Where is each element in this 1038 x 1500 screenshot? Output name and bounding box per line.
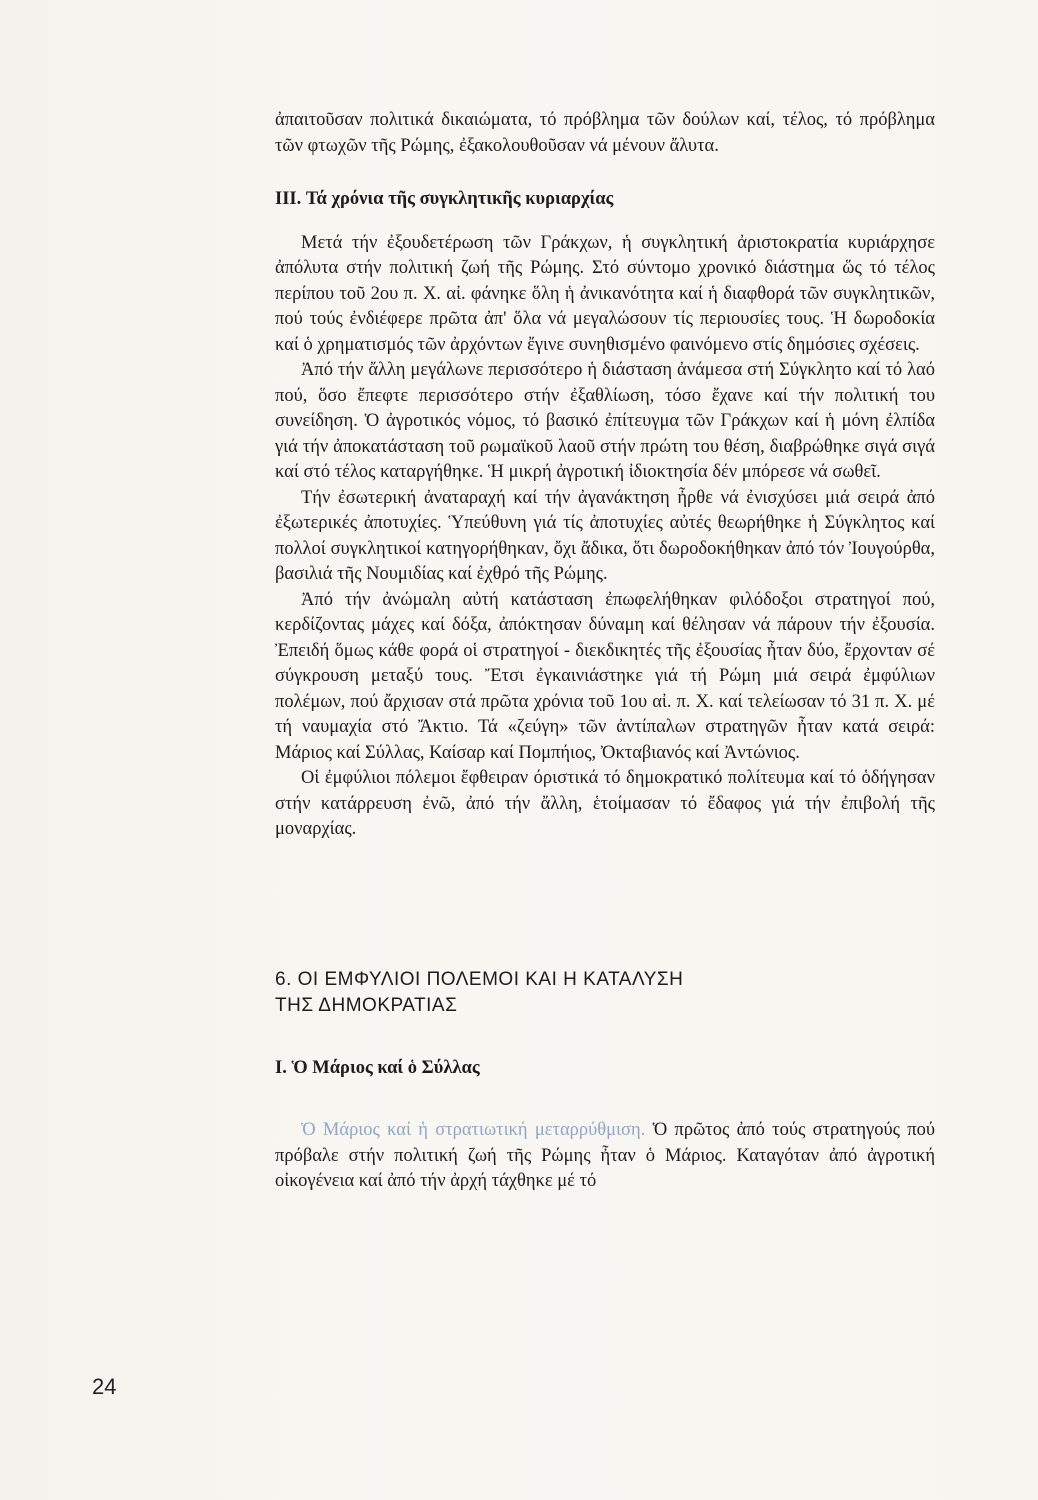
section-iii-heading: III. Τά χρόνια τῆς συγκλητικῆς κυριαρχίας — [275, 189, 614, 209]
page-body — [275, 108, 935, 1195]
chapter-6-heading-line-1: 6. ΟΙ ΕΜΦΥΛΙΟΙ ΠΟΛΕΜΟΙ ΚΑΙ Η ΚΑΤΑΛΥΣΗ — [275, 968, 684, 990]
page-number: 24 — [92, 1374, 117, 1399]
section-iii-paragraph-4: Ἀπό τήν ἀνώμαλη αὐτή κατάσταση ἐπωφελήθηκαν φιλόδοξοι στρατηγοί πού, κερδίζοντας μάχες καί δόξα, ἀπόκτησαν δύναμη καί θέλησαν νά πάρουν τήν ἐξουσία. Ἐπειδή ὅμως κάθε φορά οἱ στρατηγοί - διεκδικητές τῆς ἐξουσίας ἦταν δύο, ἔρχονταν σέ σύγκρουση μεταξύ τους. Ἔτσι ἐγκαινιάστηκε γιά τή Ρώμη μιά σειρά ἐμφύλιων πολέμων, πού ἄρχισαν στά πρῶτα χρόνια τοῦ 1ου αἰ. π. Χ. καί τελείωσαν τό 31 π. Χ. μέ τή ναυμαχία στό Ἄκτιο. Τά «ζεύγη» τῶν ἀντίπαλων στρατηγῶν ἦταν κατά σειρά: Μάριος καί Σύλλας, Καίσαρ καί Πομπήιος, Ὀκταβιανός καί Ἀντώνιος. — [275, 589, 935, 763]
section-i-paragraph-text: Ὁ πρῶτος ἀπό τούς στρατηγούς πού πρόβαλε στήν πολιτική ζωή τῆς Ρώμης ἦταν ὁ Μάριος. Καταγόταν ἀπό ἀγροτική οἰκογένεια καί ἀπό τήν ἀρχή τάχθηκε μέ τό — [275, 1120, 935, 1191]
section-iii-paragraph-1: Μετά τήν ἐξουδετέρωση τῶν Γράκχων, ἡ συγκλητική ἀριστοκρατία κυριάρχησε ἀπόλυτα στήν πολιτική ζωή τῆς Ρώμης. Στό σύντομο χρονικό διάστημα ὥς τό τέλος περίπου τοῦ 2ου π. Χ. αἰ. φάνηκε ὅλη ἡ ἀνικανότητα καί ἡ διαφθορά τῶν συγκλητικῶν, πού τούς ἐνδιέφερε πρῶτα ἀπ' ὅλα νά μεγαλώσουν τίς περιουσίες τους. Ἡ δωροδοκία καί ὁ χρηματισμός τῶν ἀρχόντων ἔγινε συνηθισμένο φαινόμενο στίς δημόσιες σχέσεις. — [275, 232, 935, 355]
section-i-paragraph — [275, 1118, 935, 1195]
marginal-topic-title: Ὁ Μάριος καί ἡ στρατιωτική μεταρρύθμιση. — [301, 1120, 646, 1140]
section-i-heading: I. Ὁ Μάριος καί ὁ Σύλλας — [275, 1057, 480, 1078]
section-iii-paragraph-3: Τήν ἐσωτερική ἀναταραχή καί τήν ἀγανάκτηση ἦρθε νά ἐνισχύσει μιά σειρά ἀπό ἐξωτερικές ἀποτυχίες. Ὑπεύθυνη γιά τίς ἀποτυχίες αὐτές θεωρήθηκε ἡ Σύγκλητος καί πολλοί συγκλητικοί κατηγορήθηκαν, ὄχι ἄδικα, ὅτι δωροδοκήθηκαν ἀπό τόν Ἰουγούρθα, βασιλιά τῆς Νουμιδίας καί ἐχθρό τῆς Ρώμης. — [275, 487, 935, 584]
intro-paragraph: ἀπαιτοῦσαν πολιτικά δικαιώματα, τό πρόβλημα τῶν δούλων καί, τέλος, τό πρόβλημα τῶν φτωχῶν τῆς Ρώμης, ἐξακολουθοῦσαν νά μένουν ἄλυτα. — [275, 110, 935, 156]
section-iii-paragraph-2: Ἀπό τήν ἄλλη μεγάλωνε περισσότερο ἡ διάσταση ἀνάμεσα στή Σύγκλητο καί τό λαό πού, ὅσο ἔπεφτε περισσότερο στήν ἐξαθλίωση, τόσο ἔχανε καί τήν πολιτική του συνείδηση. Ὁ ἀγροτικός νόμος, τό βασικό ἐπίτευγμα τῶν Γράκχων καί ἡ μόνη ἐλπίδα γιά τήν ἀποκατάσταση τοῦ ρωμαϊκοῦ λαοῦ στήν πρώτη του θέση, διαβρώθηκε σιγά σιγά καί στό τέλος καταργήθηκε. Ἡ μικρή ἀγροτική ἰδιοκτησία δέν μπόρεσε νά σωθεῖ. — [275, 360, 935, 482]
section-iii-paragraph-5: Οἱ ἐμφύλιοι πόλεμοι ἔφθειραν όριστικά τό δημοκρατικό πολίτευμα καί τό ὁδήγησαν στήν κατάρρευση ἐνῶ, ἀπό τήν ἄλλη, ἑτοίμασαν τό ἔδαφος γιά τήν ἐπιβολή τῆς μοναρχίας. — [275, 768, 935, 839]
chapter-6-heading-line-2: ΤΗΣ ΔΗΜΟΚΡΑΤΙΑΣ — [275, 994, 458, 1016]
